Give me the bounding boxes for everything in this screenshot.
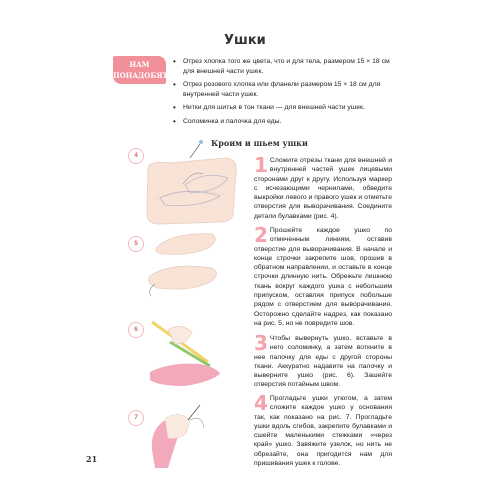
step-number: 1 [254,153,268,177]
step-text: Сложите отрезы ткани для внешней и внутренней частей ушек лицевыми сторонами друг к другу. Используя маркер с исчезающими чернилами, обведите выкройки левого и правого ушек и отметьте отверстия для выворачивания. Соедините детали булавками (рис. 4). [254,157,392,220]
page-title: Ушки [224,33,266,48]
figure-number-7: 7 [128,410,144,426]
step-number: 2 [254,223,268,247]
figure-7-illustration [152,405,204,468]
figure-5-illustration [149,234,217,296]
figure-number-4: 4 [128,148,144,164]
section-subtitle: Кроим и шьем ушки [211,138,308,148]
step-text: Прогладьте ушки утюгом, а затем сложите каждое ушко у основания так, как показано на рис. 7. Прогладьте ушки вдоль сгибов, закрепите булавками и сшейте маленькими стежками «через край» ушко. Завяжите узелок, но нить не обрезайте, она пригодится нам для пришивания ушек к голове. [254,395,392,468]
figure-6-illustration [150,322,220,386]
step-number: 4 [254,391,268,415]
step-4 [254,391,392,468]
step-text: Прошейте каждое ушко по отмеченным линиям, оставив отверстие для выворачивания. В начале и конце строчки закрепите шов, прошив в обратном направлении, и оставьте в конце строчки длинную нить. Обрежьте лишнюю ткань вокруг каждого ушка с небольшим припуском, оставляя припуск побольше рядом с отверстием для выворачивания. Осторожно сделайте надрез, как показано на рис. 5, но не повредите шов. [254,227,392,327]
materials-item: • Нитки для шитья в тон ткани — для внешней части ушек. [173,103,395,113]
materials-item: • Отрез розового хлопка или фланели размером 15 × 18 см для внутренней части ушек. [173,80,395,99]
step-3 [254,331,392,390]
badge-line-2: ПОНАДОБЯТСЯ [113,71,180,80]
page-number: 21 [86,454,98,464]
step-number: 3 [254,331,268,355]
materials-item: • Отрез хлопка того же цвета, что и для тела, размером 15 × 18 см для внешней части ушек. [173,57,395,76]
materials-item: • Соломинка и палочка для еды. [173,117,395,127]
figure-number-6: 6 [128,322,144,338]
figure-number-5: 5 [128,236,144,252]
figure-4-illustration [147,140,236,224]
step-text: Чтобы вывернуть ушко, вставьте в него соломинку, а затем воткните в нее палочку для еды с другой стороны ткани. Аккуратно надавите на палочку и выверните ушко (рис. 6). Зашейте отверстия потайным швом. [254,335,392,389]
badge-line-1: НАМ [129,60,150,69]
step-2 [254,223,392,328]
step-1 [254,153,392,221]
